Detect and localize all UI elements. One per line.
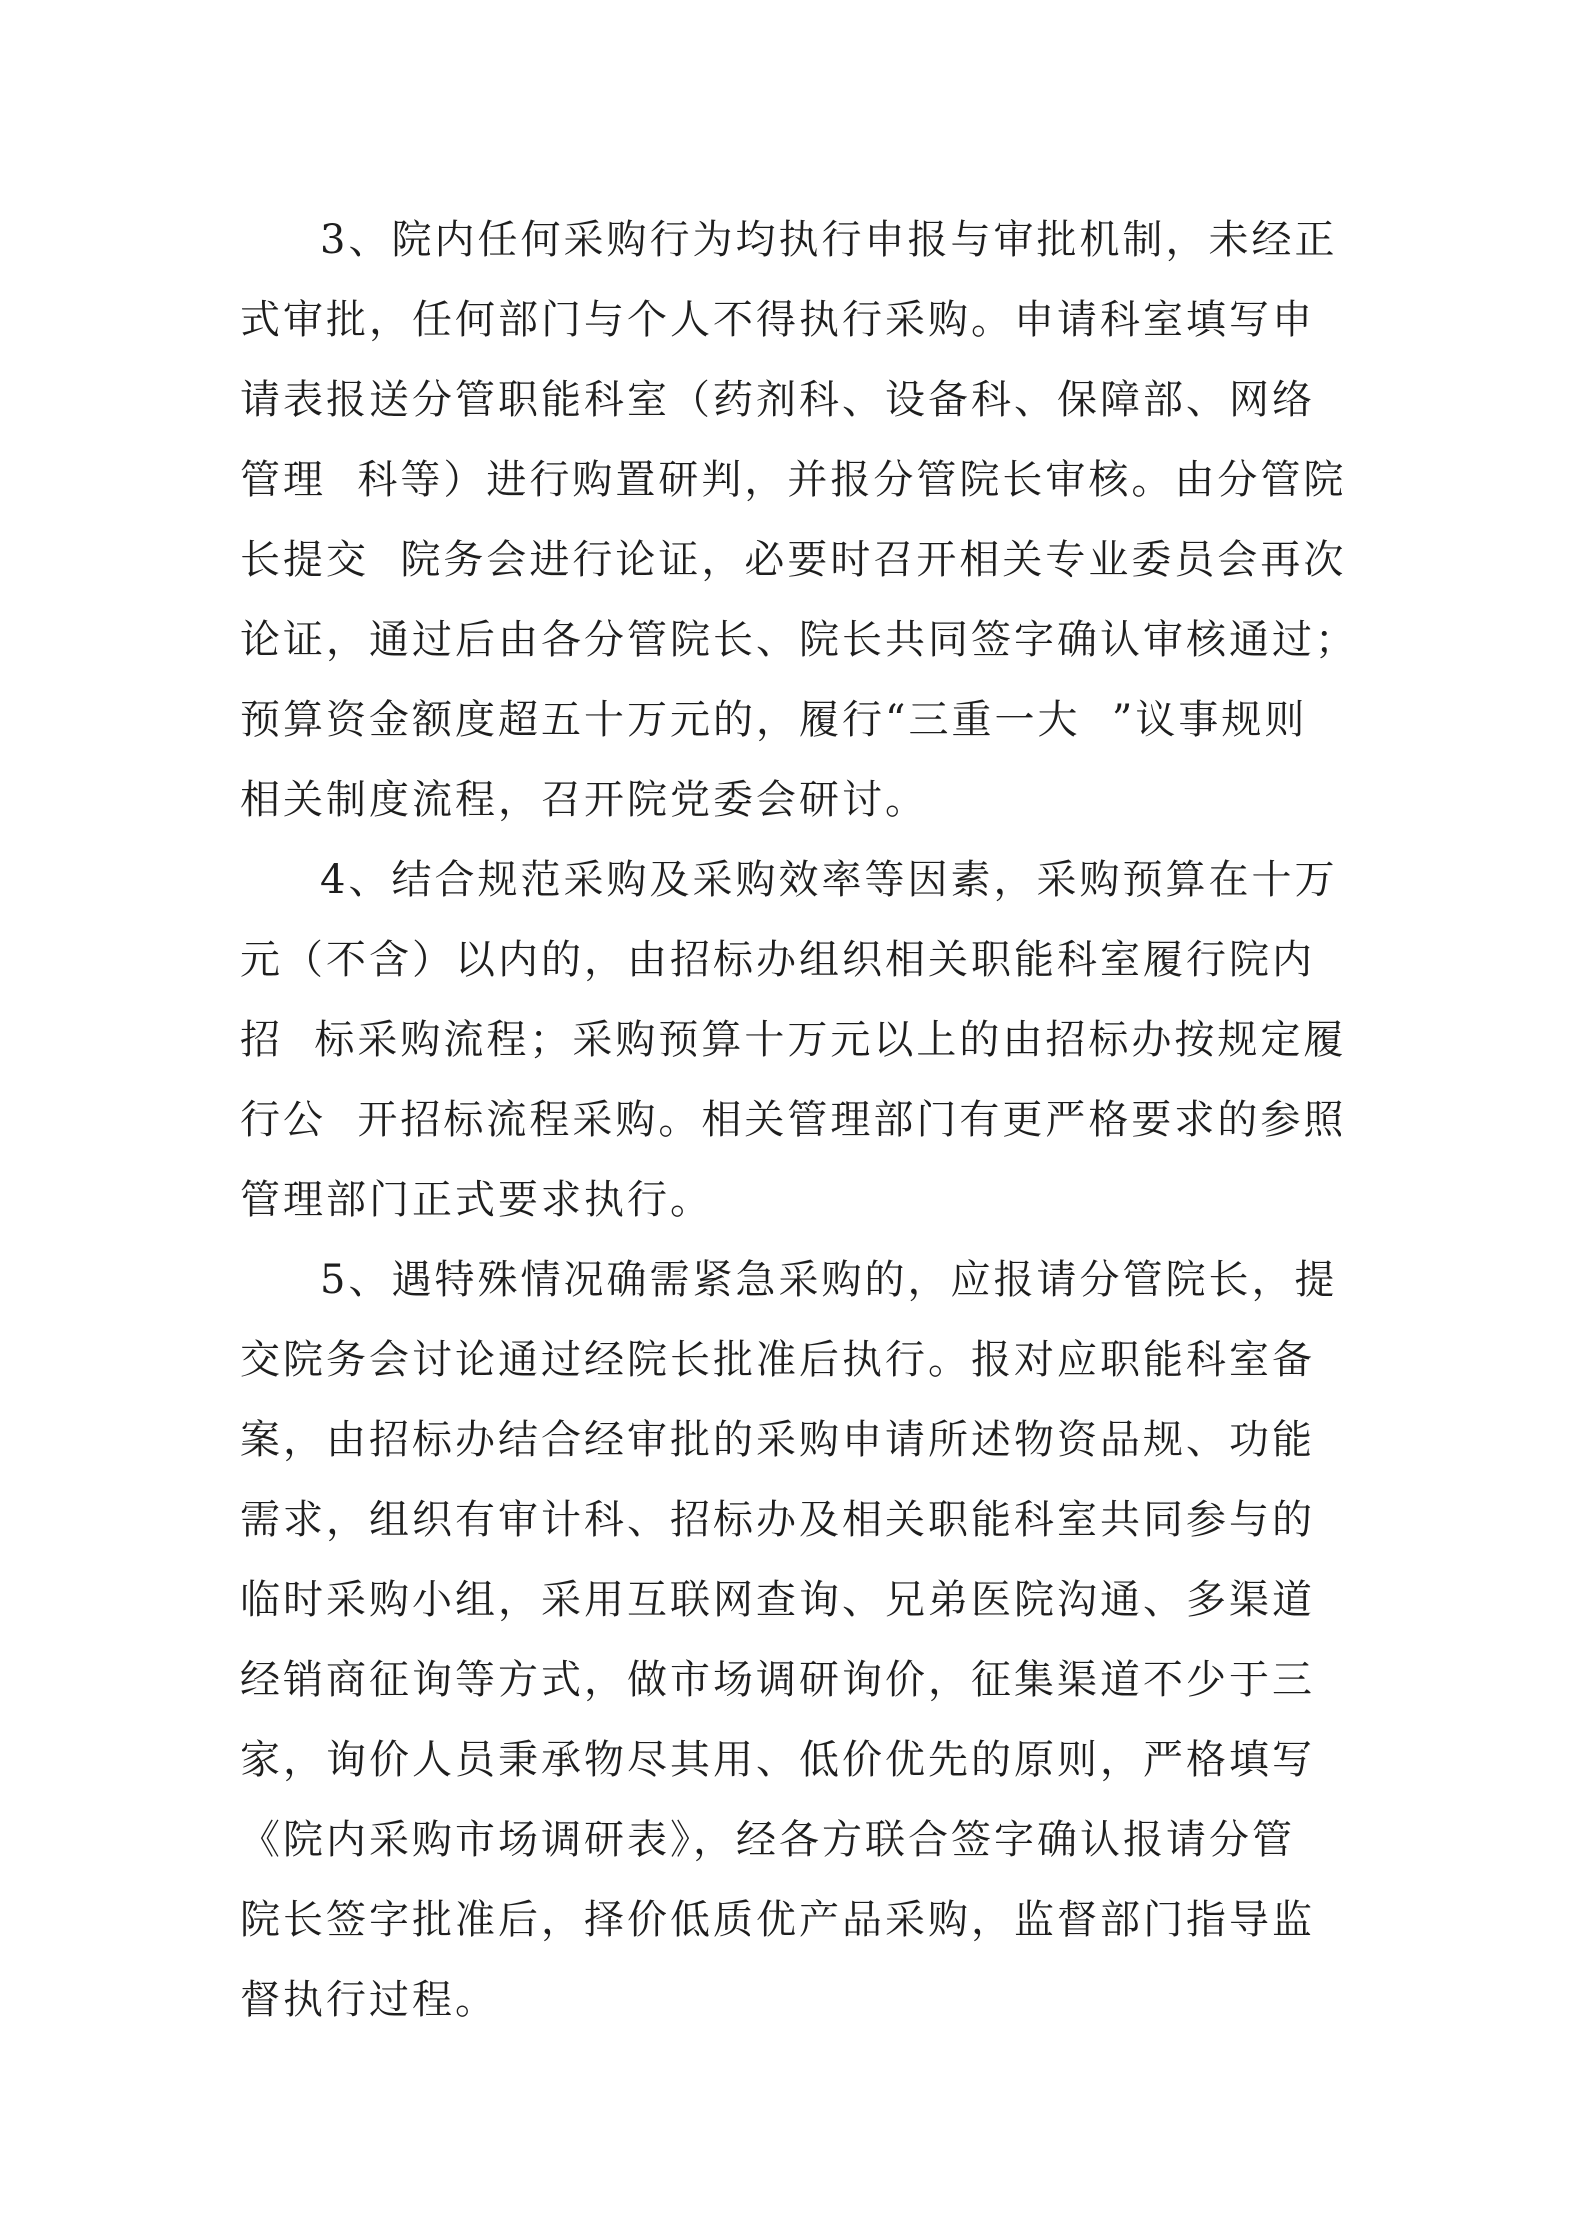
paragraph-3 <box>240 212 1360 852</box>
text-line: 相关制度流程，召开院党委会研讨。 <box>240 777 928 823</box>
text-line: 交院务会讨论通过经院长批准后执行。报对应职能科室备 <box>240 1337 1315 1383</box>
text-line: 《院内采购市场调研表》，经各方联合签字确认报请分管 <box>240 1817 1295 1863</box>
text-line: 院长签字批准后，择价低质优产品采购，监督部门指导监 <box>240 1897 1315 1943</box>
text-line: 式审批，任何部门与个人不得执行采购。申请科室填写申 <box>240 297 1315 343</box>
text-line: 家，询价人员秉承物尽其用、低价优先的原则，严格填写 <box>240 1737 1315 1783</box>
paragraph-5 <box>240 1252 1360 2052</box>
text-line: 预算资金额度超五十万元的，履行“三重一大 ”议事规则 <box>240 697 1308 743</box>
text-line: 管理 科等）进行购置研判，并报分管院长审核。由分管院 <box>240 457 1347 503</box>
text-line: 招 标采购流程；采购预算十万元以上的由招标办按规定履 <box>240 1017 1347 1063</box>
paragraph-4 <box>240 852 1360 1252</box>
text-line: 请表报送分管职能科室（药剂科、设备科、保障部、网络 <box>240 377 1315 423</box>
text-line: 4、结合规范采购及采购效率等因素，采购预算在十万 <box>320 857 1338 903</box>
text-line: 需求，组织有审计科、招标办及相关职能科室共同参与的 <box>240 1497 1315 1543</box>
text-line: 3、院内任何采购行为均执行申报与审批机制，未经正 <box>320 217 1338 263</box>
text-line: 5、遇特殊情况确需紧急采购的，应报请分管院长，提 <box>320 1257 1338 1303</box>
text-line: 督执行过程。 <box>240 1977 498 2023</box>
text-line: 案，由招标办结合经审批的采购申请所述物资品规、功能 <box>240 1417 1315 1463</box>
text-line: 经销商征询等方式，做市场调研询价，征集渠道不少于三 <box>240 1657 1315 1703</box>
text-line: 元（不含）以内的，由招标办组织相关职能科室履行院内 <box>240 937 1315 983</box>
text-line: 临时采购小组，采用互联网查询、兄弟医院沟通、多渠道 <box>240 1577 1315 1623</box>
text-line: 论证，通过后由各分管院长、院长共同签字确认审核通过； <box>240 617 1358 663</box>
text-line: 行公 开招标流程采购。相关管理部门有更严格要求的参照 <box>240 1097 1347 1143</box>
text-line: 长提交 院务会进行论证，必要时召开相关专业委员会再次 <box>240 537 1347 583</box>
text-line: 管理部门正式要求执行。 <box>240 1177 713 1223</box>
document-body <box>240 212 1360 2052</box>
